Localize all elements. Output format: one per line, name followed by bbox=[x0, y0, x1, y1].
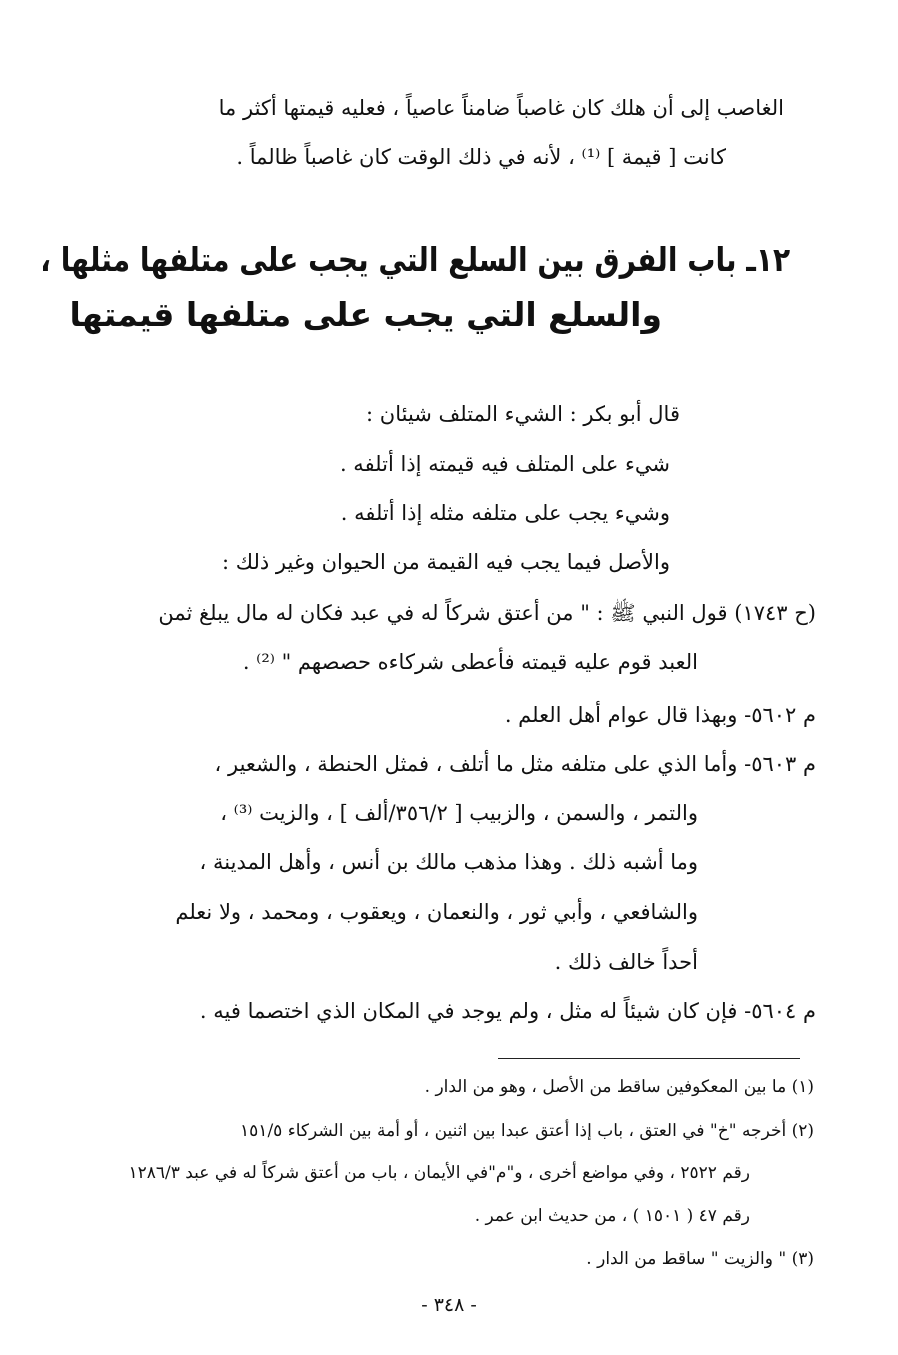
footnote: (٢) أخرجه "خ" في العتق ، باب إذا أعتق عبدا بين اثنين ، أو أمة بين الشركاء ١٥١/٥ bbox=[240, 1121, 814, 1141]
text-line: والتمر ، والسمن ، والزبيب [ ٣٥٦/٢/ألف ] ، والزيت ⁽³⁾ ، bbox=[220, 801, 698, 825]
hadith-line: العبد قوم عليه قيمته فأعطى شركاءه حصصهم " ⁽²⁾ . bbox=[242, 650, 698, 674]
intro-line: الغاصب إلى أن هلك كان غاصباً ضامناً عاصياً ، فعليه قيمتها أكثر ما bbox=[218, 96, 784, 120]
text-line: والأصل فيما يجب فيه القيمة من الحيوان وغير ذلك : bbox=[222, 550, 670, 574]
text-line: قال أبو بكر : الشيء المتلف شيئان : bbox=[366, 402, 680, 426]
footnote-separator bbox=[498, 1058, 800, 1059]
text-line: أحداً خالف ذلك . bbox=[554, 950, 698, 974]
issue-line: م ٥٦٠٤- فإن كان شيئاً له مثل ، ولم يوجد في المكان الذي اختصما فيه . bbox=[199, 999, 816, 1023]
hadith-line: (ح ١٧٤٣) قول النبي ﷺ : " من أعتق شركاً له في عبد فكان له مال يبلغ ثمن bbox=[158, 601, 816, 625]
text-line: والشافعي ، وأبي ثور ، والنعمان ، ويعقوب ، ومحمد ، ولا نعلم bbox=[175, 900, 698, 924]
issue-line: م ٥٦٠٢- وبهذا قال عوام أهل العلم . bbox=[504, 703, 816, 727]
text-line: وشيء يجب على متلفه مثله إذا أتلفه . bbox=[340, 501, 670, 525]
footnote: رقم ٤٧ ( ١٥٠١ ) ، من حديث ابن عمر . bbox=[474, 1206, 750, 1226]
issue-line: م ٥٦٠٣- وأما الذي على متلفه مثل ما أتلف ، فمثل الحنطة ، والشعير ، bbox=[214, 752, 816, 776]
footnote: (١) ما بين المعكوفين ساقط من الأصل ، وهو من الدار . bbox=[424, 1077, 814, 1097]
text-line: شيء على المتلف فيه قيمته إذا أتلفه . bbox=[339, 452, 670, 476]
footnote: (٣) " والزيت " ساقط من الدار . bbox=[586, 1249, 814, 1269]
intro-line: كانت [ قيمة ] ⁽¹⁾ ، لأنه في ذلك الوقت كان غاصباً ظالماً . bbox=[236, 145, 726, 169]
text-line: وما أشبه ذلك . وهذا مذهب مالك بن أنس ، وأهل المدينة ، bbox=[199, 850, 698, 874]
footnote: رقم ٢٥٢٢ ، وفي مواضع أخرى ، و"م"في الأيمان ، باب من أعتق شركاً له في عبد ١٢٨٦/٣ bbox=[128, 1163, 750, 1183]
chapter-title: ١٢ـ باب الفرق بين السلع التي يجب على متلفها مثلها ، bbox=[40, 240, 790, 279]
page-number: - ٣٤٨ - bbox=[421, 1294, 477, 1316]
chapter-title: والسلع التي يجب على متلفها قيمتها bbox=[69, 295, 662, 334]
